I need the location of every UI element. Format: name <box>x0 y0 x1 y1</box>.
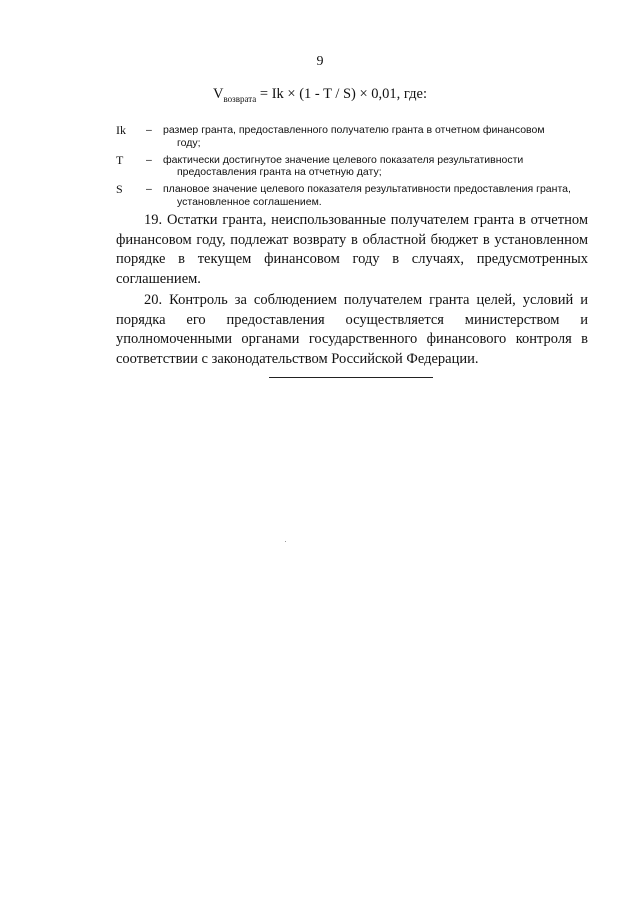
definition-line-1: плановое значение целевого показателя результативности предоставления гранта, <box>163 183 571 195</box>
definition-line-2: установленное соглашением. <box>177 195 322 208</box>
section-end-rule <box>269 377 433 378</box>
definition-ik <box>116 124 596 149</box>
definition-dash: – <box>146 124 152 136</box>
definition-t <box>116 154 596 179</box>
definition-symbol: T <box>116 152 124 167</box>
definition-line-1: фактически достигнутое значение целевого показателя результативности <box>163 153 524 166</box>
definition-s <box>116 183 596 208</box>
definitions-list <box>116 124 596 213</box>
paragraph-19: 19. Остатки гранта, неиспользованные получателем гранта в отчетном финансовом году, подлежат возврату в областной бюджет в установленном порядке в текущем финансовом году в случаях, предусмотренных соглашением. <box>116 212 588 287</box>
definition-text <box>163 154 596 179</box>
definition-symbol: Ik <box>116 123 126 137</box>
definition-line-1: размер гранта, предоставленного получателю гранта в отчетном финансовом <box>163 124 545 136</box>
definition-dash: – <box>146 153 152 166</box>
paragraph-20: 20. Контроль за соблюдением получателем гранта целей, условий и порядка его предоставления осуществляется министерством и уполномоченными органами государственного финансового контроля в соответствии с законодательством Российской Федерации. <box>116 292 588 367</box>
definition-dash: – <box>146 183 152 195</box>
definition-line-2: году; <box>177 136 201 149</box>
formula-lhs-subscript: возврата <box>223 94 257 104</box>
page-number: 9 <box>316 54 324 69</box>
definition-symbol: S <box>116 182 123 196</box>
scan-speck <box>285 541 286 542</box>
definition-text <box>163 183 596 208</box>
formula-rhs: = Ik × (1 - T / S) × 0,01, где: <box>256 86 427 102</box>
definition-line-2: предоставления гранта на отчетную дату; <box>177 166 382 178</box>
formula-lhs: V <box>213 86 224 102</box>
definition-text <box>163 124 596 149</box>
formula <box>0 86 640 104</box>
